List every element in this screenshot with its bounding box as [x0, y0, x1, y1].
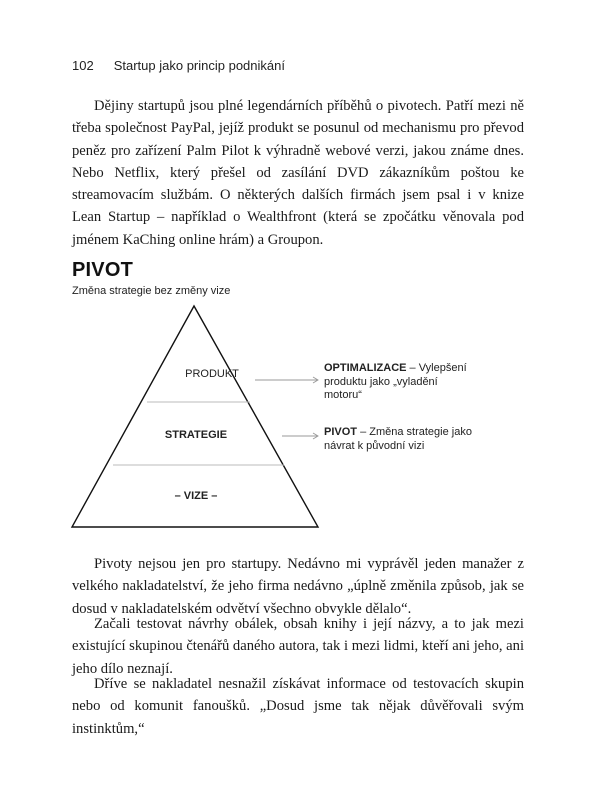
annotation-pivot-term: PIVOT — [324, 426, 358, 438]
section-title: PIVOT — [72, 259, 134, 281]
annotation-pivot — [324, 426, 474, 453]
page-number: 102 — [72, 58, 94, 73]
annotation-optimization-term: OPTIMALIZACE — [324, 362, 407, 374]
paragraph-publisher: Pivoty nejsou jen pro startupy. Nedávno mi vyprávěl jeden manažer z velkého nakladatelství, že jeho firma nedávno „úplně změnila způsob, jak se dosud v nakladatelském odvětví všechno obvykle dělalo“. — [72, 556, 524, 617]
pyramid-layer-vision: – VIZE – — [174, 490, 218, 502]
paragraph-instincts: Dříve se nakladatel nesnažil získávat informace od testovacích skupin nebo od komunit fanoušků. „Dosud jsme tak nějak důvěřovali svým instinktům,“ — [72, 676, 524, 737]
annotation-optimization — [324, 362, 474, 403]
paragraph-pivot-history: Dějiny startupů jsou plné legendárních příběhů o pivotech. Patří mezi ně třeba společnost PayPal, jejíž produkt se posunul od mechanismu pro převod peněz pro zařízení Palm Pilot k výhradně webové verzi, jakou známe dnes. Nebo Netflix, který přešel od zasílání DVD zákazníkům poštou ke streamovacím službám. O některých dalších firmách jsem psal i v knize Lean Startup – například o Wealthfront (která se zpočátku věnovala pod jménem KaChing online hrám) a Groupon. — [72, 98, 524, 248]
running-title: Startup jako princip podnikání — [113, 58, 285, 73]
annotation-optimization-text: – Vylepšení produktu jako „vyladění motoru“ — [324, 362, 467, 401]
pyramid-layer-strategy: STRATEGIE — [164, 429, 228, 441]
annotation-pivot-text: – Změna strategie jako návrat k původní vizi — [324, 426, 472, 452]
section-subtitle: Změna strategie bez změny vize — [72, 285, 231, 297]
paragraph-testing: Začali testovat návrhy obálek, obsah knihy i její názvy, a to jak mezi existující skupinou čtenářů daného autora, tak i mezi lidmi, kteří ani jeho, ani jeho dílo neznají. — [72, 616, 524, 677]
pyramid-layer-product: PRODUKT — [185, 368, 239, 380]
